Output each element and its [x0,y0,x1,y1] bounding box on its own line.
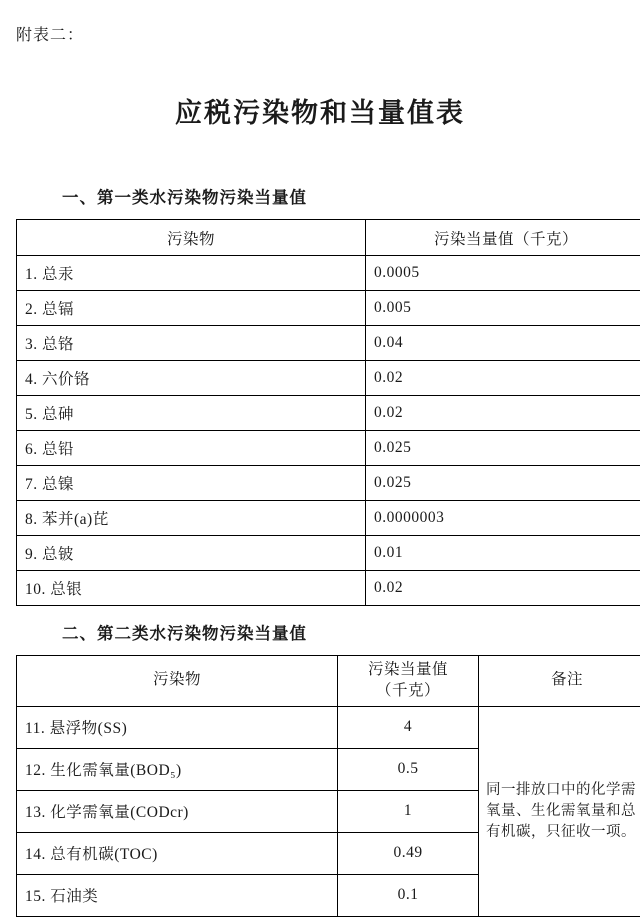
cell-pollutant-name: 1. 总汞 [17,256,366,291]
cell-pollutant-value: 1 [338,790,479,832]
cell-pollutant-name: 8. 苯并(a)芘 [17,501,366,536]
table-row [17,326,640,361]
section-heading-1: 一、第一类水污染物污染当量值 [62,184,626,208]
cell-pollutant-name: 6. 总铅 [17,431,366,466]
cell-pollutant-value: 0.0005 [366,256,640,291]
page-title: 应税污染物和当量值表 [14,91,626,130]
table-first-class-water-pollutants [16,219,640,606]
table-row [17,466,640,501]
cell-pollutant-value: 0.01 [366,536,640,571]
cell-pollutant-value: 0.49 [338,832,479,874]
column-header-remark: 备注 [479,656,640,707]
cell-pollutant-name: 12. 生化需氧量(BOD₅) [17,748,338,790]
table-row [17,431,640,466]
cell-pollutant-name: 10. 总银 [17,571,366,606]
column-header-pollutant: 污染物 [17,656,338,707]
cell-pollutant-name: 3. 总铬 [17,326,366,361]
cell-pollutant-name: 11. 悬浮物(SS) [17,706,338,748]
table-row [17,396,640,431]
column-header-equivalent-value: 污染当量值（千克） [366,220,640,256]
cell-pollutant-name: 13. 化学需氧量(CODcr) [17,790,338,832]
column-header-pollutant: 污染物 [17,220,366,256]
cell-pollutant-value: 0.02 [366,571,640,606]
table-row [17,361,640,396]
cell-pollutant-name: 14. 总有机碳(TOC) [17,832,338,874]
cell-pollutant-value: 0.04 [366,326,640,361]
cell-remark: 同一排放口中的化学需氧量、生化需氧量和总有机碳，只征收一项。 [479,706,640,916]
table-header-row [17,656,640,707]
table-row [17,256,640,291]
cell-pollutant-value: 0.1 [338,874,479,916]
section-heading-2: 二、第二类水污染物污染当量值 [62,620,626,644]
cell-pollutant-name: 2. 总镉 [17,291,366,326]
column-header-equivalent-value-line1: 污染当量值 [342,660,474,681]
cell-pollutant-name: 9. 总铍 [17,536,366,571]
table-header-row [17,220,640,256]
table-row [17,501,640,536]
table-row [17,571,640,606]
cell-pollutant-value: 4 [338,706,479,748]
cell-pollutant-value: 0.0000003 [366,501,640,536]
attachment-label: 附表二： [16,22,626,45]
cell-pollutant-value: 0.005 [366,291,640,326]
cell-pollutant-name: 7. 总镍 [17,466,366,501]
cell-pollutant-name: 5. 总砷 [17,396,366,431]
cell-pollutant-value: 0.02 [366,361,640,396]
cell-pollutant-value: 0.5 [338,748,479,790]
table-row [17,291,640,326]
cell-pollutant-name: 15. 石油类 [17,874,338,916]
table-row [17,536,640,571]
cell-pollutant-name: 4. 六价铬 [17,361,366,396]
column-header-equivalent-value [338,656,479,707]
cell-pollutant-value: 0.02 [366,396,640,431]
cell-pollutant-value: 0.025 [366,466,640,501]
column-header-equivalent-value-line2: （千克） [342,681,474,702]
table-second-class-water-pollutants [16,655,640,917]
table-row [17,706,640,748]
cell-pollutant-value: 0.025 [366,431,640,466]
